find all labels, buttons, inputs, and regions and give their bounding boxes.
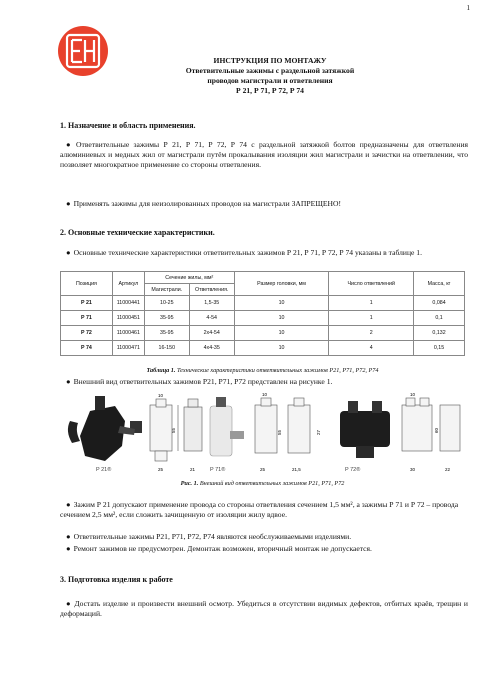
label-p71: P 71®	[210, 467, 226, 473]
bullet-icon: ●	[66, 248, 71, 257]
label-p21: P 21®	[96, 467, 112, 473]
note-1	[60, 500, 468, 520]
clamp-p71-drawing	[255, 398, 310, 453]
cell-head: 10	[234, 326, 329, 341]
figure-caption	[60, 480, 465, 487]
dim-text: 10	[158, 393, 164, 398]
cell-branch: 2x4-54	[189, 326, 234, 341]
section-1-text: Ответвительные зажимы Р 21, Р 71, Р 72, Р 74 с раздельной затяжкой болтов предназначены для ответвления алюминиевых и медных жил от магистрали путём прокалывания изоляции жил магистрали и зачистки на ответвлении, что позволяет многократное применение со стороны ответвления.	[60, 140, 468, 169]
cell-article: 11000451	[112, 311, 144, 326]
figure-caption-text: Внешний вид ответвительных зажимов Р21, Р71, Р72	[199, 480, 345, 487]
dim-text: 21	[190, 467, 196, 472]
figure-caption-label: Рис. 1.	[180, 480, 199, 487]
th-head-size: Размер головки, мм	[234, 272, 329, 296]
cell-head: 10	[234, 296, 329, 311]
cell-branch: 4x4-35	[189, 341, 234, 356]
section-2-text: Основные технические характеристики ответвительных зажимов Р 21, Р 71, Р 72, Р 74 указаны в таблице 1.	[73, 248, 423, 257]
dim-text: 25	[260, 467, 266, 472]
page-number: 1	[466, 4, 470, 12]
cell-article: 11000471	[112, 341, 144, 356]
subtitle-line-2: проводов магистрали и ответвления	[207, 76, 333, 85]
dim-text: 21,5	[292, 467, 301, 472]
th-branch: Ответвления.	[189, 284, 234, 296]
bullet-icon: ●	[66, 377, 71, 386]
label-p72: P 72®	[345, 467, 361, 473]
section-3-heading: 3. Подготовка изделия к работе	[60, 575, 173, 584]
cell-position: Р 74	[61, 341, 113, 356]
th-branches-count: Число ответвлений	[329, 272, 414, 296]
spec-table	[60, 271, 465, 356]
cell-mass: 0,084	[414, 296, 465, 311]
subtitle-line-1: Ответвительные зажимы с раздельной затяжкой	[185, 66, 355, 75]
clamp-p72-image	[340, 401, 390, 458]
cell-mass: 0,1	[414, 311, 465, 326]
dim-text: 10	[410, 392, 416, 397]
clamp-p71-image	[210, 397, 244, 456]
cell-count: 1	[329, 311, 414, 326]
clamp-p21-image	[68, 396, 142, 461]
th-main: Магистрали.	[144, 284, 189, 296]
company-logo	[58, 26, 108, 76]
table-caption-label: Таблица 1.	[146, 367, 176, 374]
cell-article: 11000441	[112, 296, 144, 311]
bullet-icon: ●	[66, 599, 72, 608]
clamp-p72-drawing	[402, 398, 460, 451]
table-caption	[60, 367, 465, 374]
table-row	[61, 296, 465, 311]
section-3-paragraph	[60, 599, 468, 619]
bullet-icon: ●	[66, 500, 71, 509]
th-mass: Масса, кг	[414, 272, 465, 296]
cell-count: 4	[329, 341, 414, 356]
table-caption-text: Технические характеристики ответвительных зажимов Р21, Р71, Р72, Р74	[176, 367, 379, 374]
dim-text: 10	[262, 392, 268, 397]
note-3	[60, 544, 468, 554]
dim-text: 22	[445, 467, 451, 472]
dim-text: 27	[316, 429, 321, 435]
cell-branch: 4-54	[189, 311, 234, 326]
cell-article: 11000461	[112, 326, 144, 341]
bullet-icon: ●	[66, 199, 71, 208]
bullet-icon: ●	[66, 544, 71, 553]
cell-position: Р 21	[61, 296, 113, 311]
subtitle-models: Р 21, Р 71, Р 72, Р 74	[236, 86, 304, 95]
cell-head: 10	[234, 341, 329, 356]
cell-count: 1	[329, 296, 414, 311]
cell-main: 35-95	[144, 326, 189, 341]
section-1-heading: 1. Назначение и область применения.	[60, 121, 196, 130]
document-title: ИНСТРУКЦИЯ ПО МОНТАЖУ	[213, 56, 327, 65]
section-1-paragraph	[60, 140, 468, 170]
section-2-intro	[60, 248, 468, 258]
table-row	[61, 341, 465, 356]
th-section-group: Сечение жилы, мм²	[144, 272, 234, 284]
note-2	[60, 532, 468, 542]
table-row	[61, 326, 465, 341]
bullet-icon: ●	[66, 532, 71, 541]
note-3-text: Ремонт зажимов не предусмотрен. Демонтаж возможен, вторичный монтаж не допускается.	[73, 544, 372, 553]
figure-intro-text: Внешний вид ответвительных зажимов Р21, Р71, Р72 представлен на рисунке 1.	[73, 377, 333, 386]
note-1-text: Зажим Р 21 допускают применение провода со стороны ответвления сечением 1,5 мм², а зажимы Р 71 и Р 72 – провода сечением 2,5 мм², если сложить зачищенную от изоляции жилу вдвое.	[60, 500, 459, 519]
table-row	[61, 311, 465, 326]
dim-text: 55	[171, 427, 176, 433]
warning-text: Применять зажимы для неизолированных проводов на магистрали ЗАПРЕЩЕНО!	[73, 199, 342, 208]
cell-main: 10-25	[144, 296, 189, 311]
section-3-text: Достать изделие и произвести внешний осмотр. Убедиться в отсутствии видимых дефектов, отбитых краёв, трещин и деформаций.	[60, 599, 468, 618]
th-position: Позиция	[61, 272, 113, 296]
cell-mass: 0,15	[414, 341, 465, 356]
figure-intro	[60, 377, 468, 387]
cell-main: 16-150	[144, 341, 189, 356]
logo-mark-icon	[58, 26, 108, 76]
dim-text: 30	[410, 467, 416, 472]
dim-text: 25	[158, 467, 164, 472]
cell-mass: 0,132	[414, 326, 465, 341]
cell-position: Р 71	[61, 311, 113, 326]
cell-count: 2	[329, 326, 414, 341]
note-2-text: Ответвительные зажимы Р21, Р71, Р72, Р74 являются необслуживаемыми изделиями.	[73, 532, 352, 541]
th-article: Артикул	[112, 272, 144, 296]
cell-branch: 1,5-35	[189, 296, 234, 311]
figure-1-clamps	[60, 391, 470, 481]
bullet-icon: ●	[66, 140, 74, 149]
cell-position: Р 72	[61, 326, 113, 341]
dim-text: 55	[277, 429, 282, 435]
section-1-warning	[60, 199, 468, 209]
section-2-heading: 2. Основные технические характеристики.	[60, 228, 215, 237]
cell-head: 10	[234, 311, 329, 326]
cell-main: 35-95	[144, 311, 189, 326]
dim-text: 60	[434, 427, 439, 433]
